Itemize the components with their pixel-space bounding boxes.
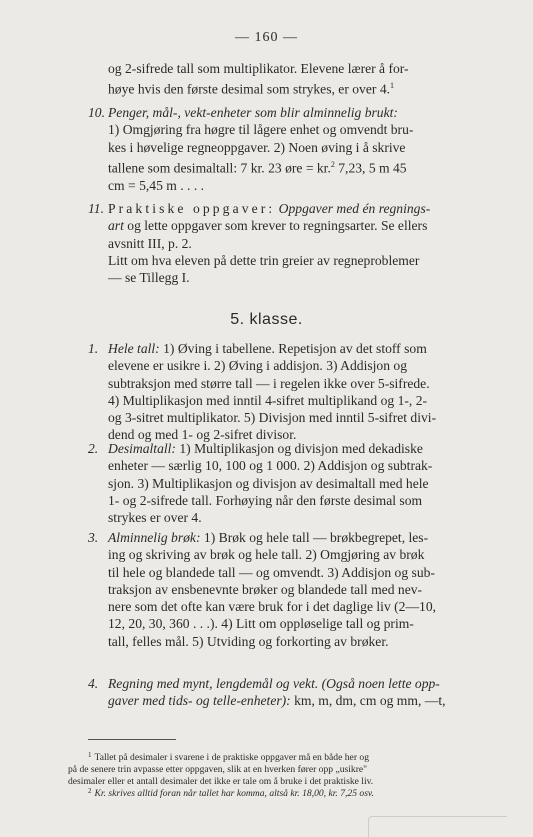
page-number: — 160 — <box>235 30 298 45</box>
text-line: cm = 5,45 m . . . . <box>108 177 205 193</box>
item-title: art <box>108 218 124 234</box>
text-line: 1) Omgjøring fra høgre til lågere enhet og omvendt bru- <box>108 122 414 138</box>
footnote-line <box>68 785 498 800</box>
text-line: høye hvis den første desimal som strykes, er over 4. <box>108 81 391 97</box>
item-title: Oppgaver med én regnings- <box>278 201 431 216</box>
item-regning-mynt <box>108 675 498 710</box>
footnote-text: på de senere trin avpasse etter oppgaven, slik at en hverken fører opp „usikre" <box>68 764 368 775</box>
text-line-with-footnote <box>108 156 498 177</box>
item-11 <box>108 200 498 286</box>
text-line: til hele og blandede tall — og omvendt. 3) Addisjon og sub- <box>108 564 435 580</box>
footnote-mark: 1 <box>88 751 92 759</box>
text-line: 1- og 2-sifrede tall. Forhøying når den første desimal som <box>108 492 423 508</box>
item-number: 11. <box>88 201 104 216</box>
text-line-with-title <box>108 340 498 357</box>
footnote-text: desimaler eller et antall desimaler det ikke er tale om å bruke i det praktiske liv. <box>68 776 374 787</box>
text-line: tallene som desimaltall: 7 kr. 23 øre = kr. <box>108 160 331 176</box>
text-line: Litt om hva eleven på dette trin greier av regneproblemer <box>108 252 420 268</box>
text-line: og lette oppgaver som krever to regningsarter. Se ellers <box>123 218 428 234</box>
item-number: 10. <box>88 105 105 120</box>
text-line: 1) Multiplikasjon og divisjon med dekadiske <box>175 441 423 456</box>
item-desimaltall <box>108 440 498 526</box>
item-title-line <box>108 200 498 217</box>
text-line: sjon. 3) Multiplikasjon og divisjon av desimaltall med hele <box>108 475 429 491</box>
footnote-ref: 1 <box>390 81 395 91</box>
intro-paragraph <box>108 60 498 98</box>
item-number: 1. <box>88 341 99 356</box>
item-title: Desimaltall: <box>108 441 176 456</box>
item-number: 2. <box>88 441 99 456</box>
text-line: 7,23, 5 m 45 <box>334 160 407 176</box>
text-line: og 2-sifrede tall som multiplikator. Elevene lærer å for- <box>108 61 409 76</box>
item-title: gaver med tids- og telle-enheter): <box>108 693 291 709</box>
item-number: 3. <box>88 530 99 545</box>
text-line: elevene er usikre i. 2) Øving i addisjon. 3) Addisjon og <box>108 358 408 374</box>
text-line: km, m, dm, cm og mm, —t, <box>290 693 446 709</box>
text-line: 12, 20, 30, 360 . . .). 4) Litt om oppløselige tall og prim- <box>108 616 414 632</box>
text-line: enheter — særlig 10, 100 og 1 000. 2) Addisjon og subtrak- <box>108 458 433 474</box>
item-title: Penger, mål-, vekt-enheter som blir alminnelig brukt: <box>108 105 398 120</box>
text-line: subtraksjon med større tall — i regelen ikke over 5-sifrede. <box>108 375 430 391</box>
text-line: 1) Øving i tabellene. Repetisjon av det stoff som <box>159 341 427 356</box>
text-line-with-footnote <box>108 77 498 98</box>
footnote-line <box>68 749 498 764</box>
footnote-1 <box>68 749 498 788</box>
text-line: strykes er over 4. <box>108 510 202 526</box>
page-stamp-outline <box>368 816 507 837</box>
item-number: 4. <box>88 676 99 691</box>
text-line: dend og med 1- og 2-sifret divisor. <box>108 427 297 443</box>
text-line: traksjon av ensbenevnte brøker og blandede tall med nev- <box>108 581 423 597</box>
text-line: kes i høvelige regneoppgaver. 2) Noen øving i å skrive <box>108 139 406 155</box>
footnote-mark: 2 <box>88 787 92 795</box>
item-10 <box>108 104 498 194</box>
text-line: — se Tillegg I. <box>108 270 190 286</box>
text-line: avsnitt III, p. 2. <box>108 235 192 251</box>
footnote-2 <box>68 785 498 800</box>
text-line-with-title <box>108 217 498 234</box>
item-title: Alminnelig brøk: <box>108 530 201 545</box>
footnote-divider <box>88 739 176 740</box>
text-line-with-title <box>108 692 498 709</box>
item-title: Hele tall: <box>108 341 160 356</box>
text-line: og 3-sitret multiplikator. 5) Divisjon med inntil 5-sifret divi- <box>108 410 437 426</box>
text-line: ing og skriving av brøk og hele tall. 2) Omgjøring av brøk <box>108 547 425 563</box>
text-line-with-title <box>108 529 498 546</box>
footnote-ref: 2 <box>330 159 335 169</box>
item-title-spaced: Praktiske oppgaver: <box>108 201 276 216</box>
text-line: tall, felles mål. 5) Utviding og forkorting av brøker. <box>108 633 389 649</box>
text-line: nere som det ofte kan være bruk for i det daglige liv (2—10, <box>108 599 437 615</box>
footnote-text: Tallet på desimaler i svarene i de praktiske oppgaver må en både her og <box>94 752 370 763</box>
footnote-text: Kr. skrives alltid foran når tallet har komma, altså kr. 18,00, kr. 7,25 osv. <box>94 788 374 799</box>
item-hele-tall <box>108 340 498 444</box>
text-line: 1) Brøk og hele tall — brøkbegrepet, les- <box>200 530 429 545</box>
item-alminnelig-brok <box>108 529 498 650</box>
section-heading: 5. klasse. <box>230 311 303 328</box>
item-title: Regning med mynt, lengdemål og vekt. (Også noen lette opp- <box>108 676 440 691</box>
text-line-with-title <box>108 440 498 457</box>
text-line: 4) Multiplikasjon med inntil 4-sifret multiplikand og 1-, 2- <box>108 392 428 408</box>
